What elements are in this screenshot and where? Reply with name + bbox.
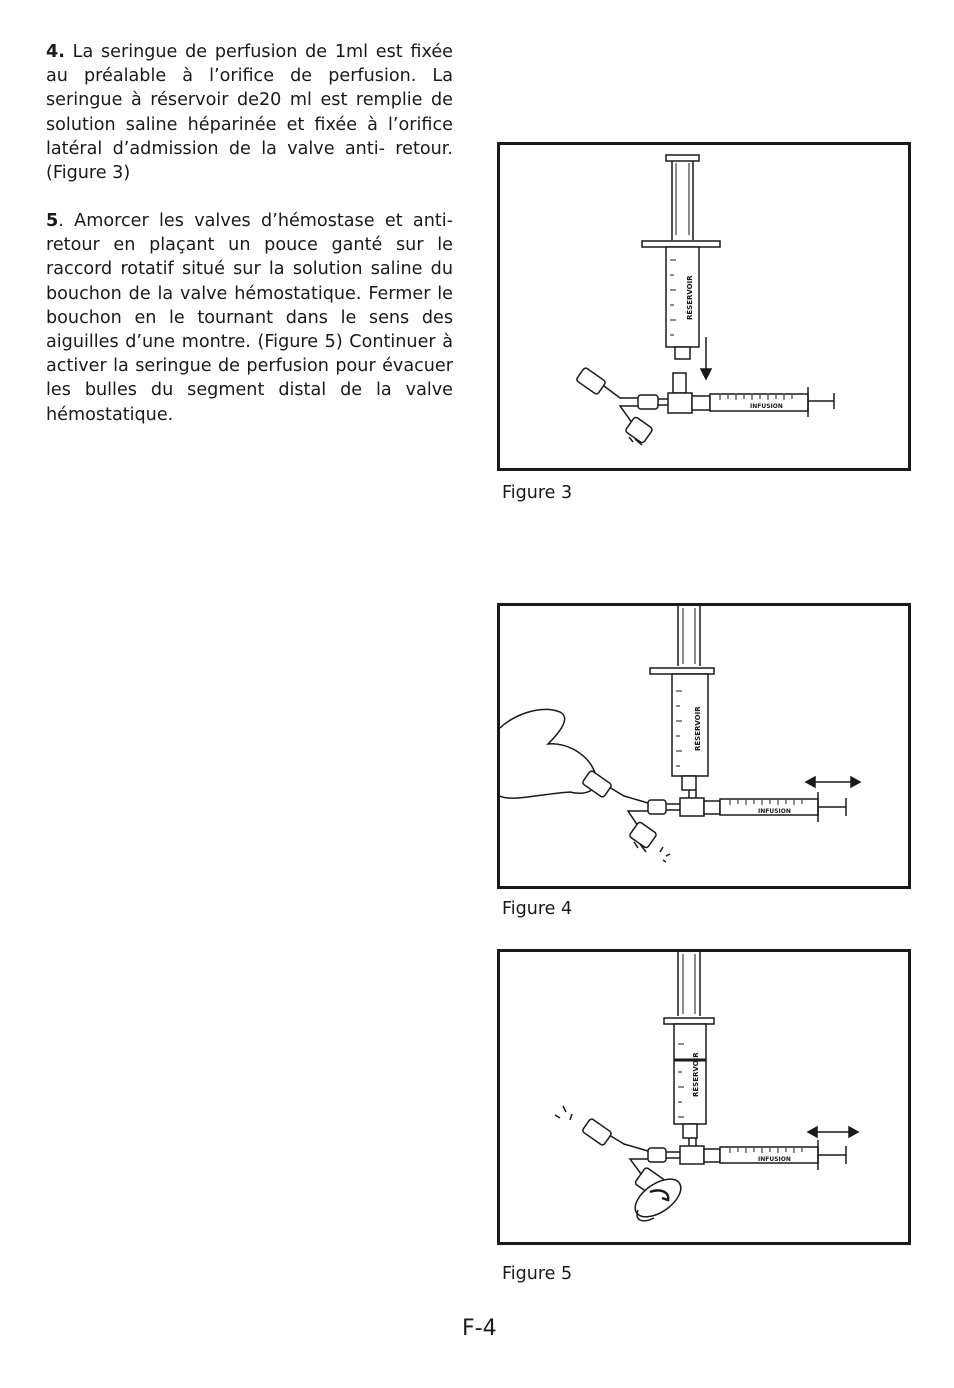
double-arrow-icon xyxy=(806,777,860,787)
reservoir-syringe xyxy=(642,155,720,359)
step-5-number: 5 xyxy=(46,211,59,231)
figure-3-illustration xyxy=(497,142,911,471)
infusion-label: INFUSION xyxy=(758,808,791,815)
infusion-syringe xyxy=(704,1140,846,1170)
reservoir-syringe xyxy=(664,952,714,1138)
figure-3-caption: Figure 3 xyxy=(502,483,573,503)
double-arrow-icon xyxy=(808,1127,858,1137)
reservoir-label: RÉSERVOIR xyxy=(686,275,694,320)
step-4-paragraph xyxy=(46,40,453,185)
gloved-hand-outline xyxy=(500,709,597,798)
step-4-text: La seringue de perfusion de 1ml est fixée au préalable à l’orifice de perfusion. La seringue à réservoir de20 ml est remplie de solution saline héparinée et fixée à l’orifice latéral d’admission de la valve anti- retour. (Figure 3) xyxy=(46,42,453,184)
step-4-number: 4. xyxy=(46,42,65,62)
stopcock-manifold xyxy=(600,373,692,431)
stopcock-manifold xyxy=(604,784,704,832)
reservoir-label: RÉSERVOIR xyxy=(694,706,702,751)
figure-4-caption: Figure 4 xyxy=(502,899,573,919)
infusion-syringe xyxy=(704,792,846,822)
figure-5-illustration xyxy=(497,949,911,1245)
step-5-text: . Amorcer les valves d’hémostase et anti-retour en plaçant un pouce ganté sur le raccord rotatif situé sur la solution saline du bouchon de la valve hémostatique. Fermer le bouchon en le tournant dans le sens des aiguilles d’une montre. (Figure 5) Continuer à activer la seringue de perfusion pour évacuer les bulles du segment distal de la valve hémostatique. xyxy=(46,211,453,425)
figure-4-illustration xyxy=(497,603,911,889)
reservoir-label: RÉSERVOIR xyxy=(692,1052,700,1097)
page-number: F-4 xyxy=(462,1316,497,1341)
reservoir-syringe xyxy=(650,606,714,790)
infusion-label: INFUSION xyxy=(758,1156,791,1163)
down-arrow-icon xyxy=(701,337,711,379)
step-5-paragraph xyxy=(46,209,453,427)
stopcock-manifold xyxy=(604,1132,704,1178)
hemostasis-valve xyxy=(582,770,670,862)
infusion-syringe xyxy=(692,387,834,417)
infusion-label: INFUSION xyxy=(750,403,783,410)
figure-5-caption: Figure 5 xyxy=(502,1264,573,1284)
